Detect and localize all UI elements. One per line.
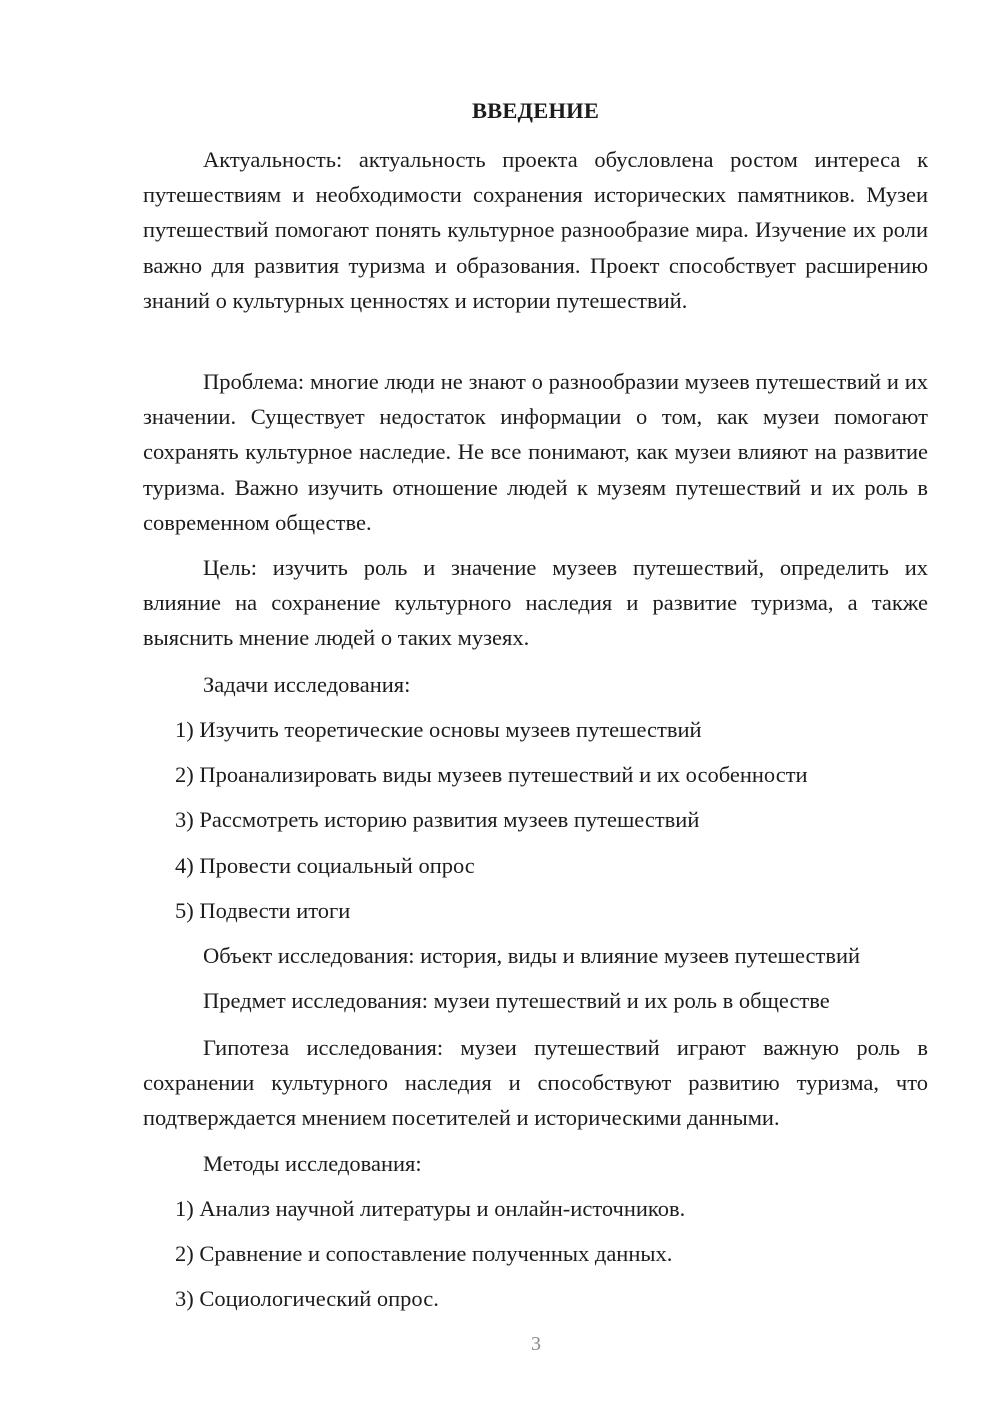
method-item: 2) Сравнение и сопоставление полученных данных. bbox=[175, 1241, 673, 1266]
task-item: 3) Рассмотреть историю развития музеев путешествий bbox=[175, 807, 700, 832]
task-item: 5) Подвести итоги bbox=[175, 898, 351, 923]
task-item: 1) Изучить теоретические основы музеев путешествий bbox=[175, 717, 702, 742]
page-title: ВВЕДЕНИЕ bbox=[471, 98, 600, 123]
method-item: 1) Анализ научной литературы и онлайн-источников. bbox=[175, 1196, 686, 1221]
research-object: Объект исследования: история, виды и влияние музеев путешествий bbox=[203, 943, 861, 968]
task-item: 4) Провести социальный опрос bbox=[175, 853, 475, 878]
method-item: 3) Социологический опрос. bbox=[175, 1286, 439, 1311]
hypothesis-paragraph: Гипотеза исследования: музеи путешествий играют важную роль в сохранении культурного наследия и способствуют развитию туризма, что подтверждается мнением посетителей и историческими данными. bbox=[143, 1035, 928, 1131]
relevance-paragraph: Актуальность: актуальность проекта обусловлена ростом интереса к путешествиям и необходимости сохранения исторических памятников. Музеи путешествий помогают понять культурное разнообразие мира. Изучение их роли важно для развития туризма и образования. Проект способствует расширению знаний о культурных ценностях и истории путешествий. bbox=[143, 147, 928, 313]
tasks-heading: Задачи исследования: bbox=[203, 672, 411, 697]
page-number: 3 bbox=[531, 1333, 541, 1355]
goal-paragraph: Цель: изучить роль и значение музеев путешествий, определить их влияние на сохранение культурного наследия и развитие туризма, а также выяснить мнение людей о таких музеях. bbox=[143, 555, 928, 651]
methods-heading: Методы исследования: bbox=[203, 1151, 422, 1176]
task-item: 2) Проанализировать виды музеев путешествий и их особенности bbox=[175, 762, 808, 787]
problem-paragraph: Проблема: многие люди не знают о разнообразии музеев путешествий и их значении. Существует недостаток информации о том, как музеи помогают сохранять культурное наследие. Не все понимают, как музеи влияют на развитие туризма. Важно изучить отношение людей к музеям путешествий и их роль в современном обществе. bbox=[143, 369, 928, 535]
research-subject: Предмет исследования: музеи путешествий и их роль в обществе bbox=[203, 988, 830, 1013]
